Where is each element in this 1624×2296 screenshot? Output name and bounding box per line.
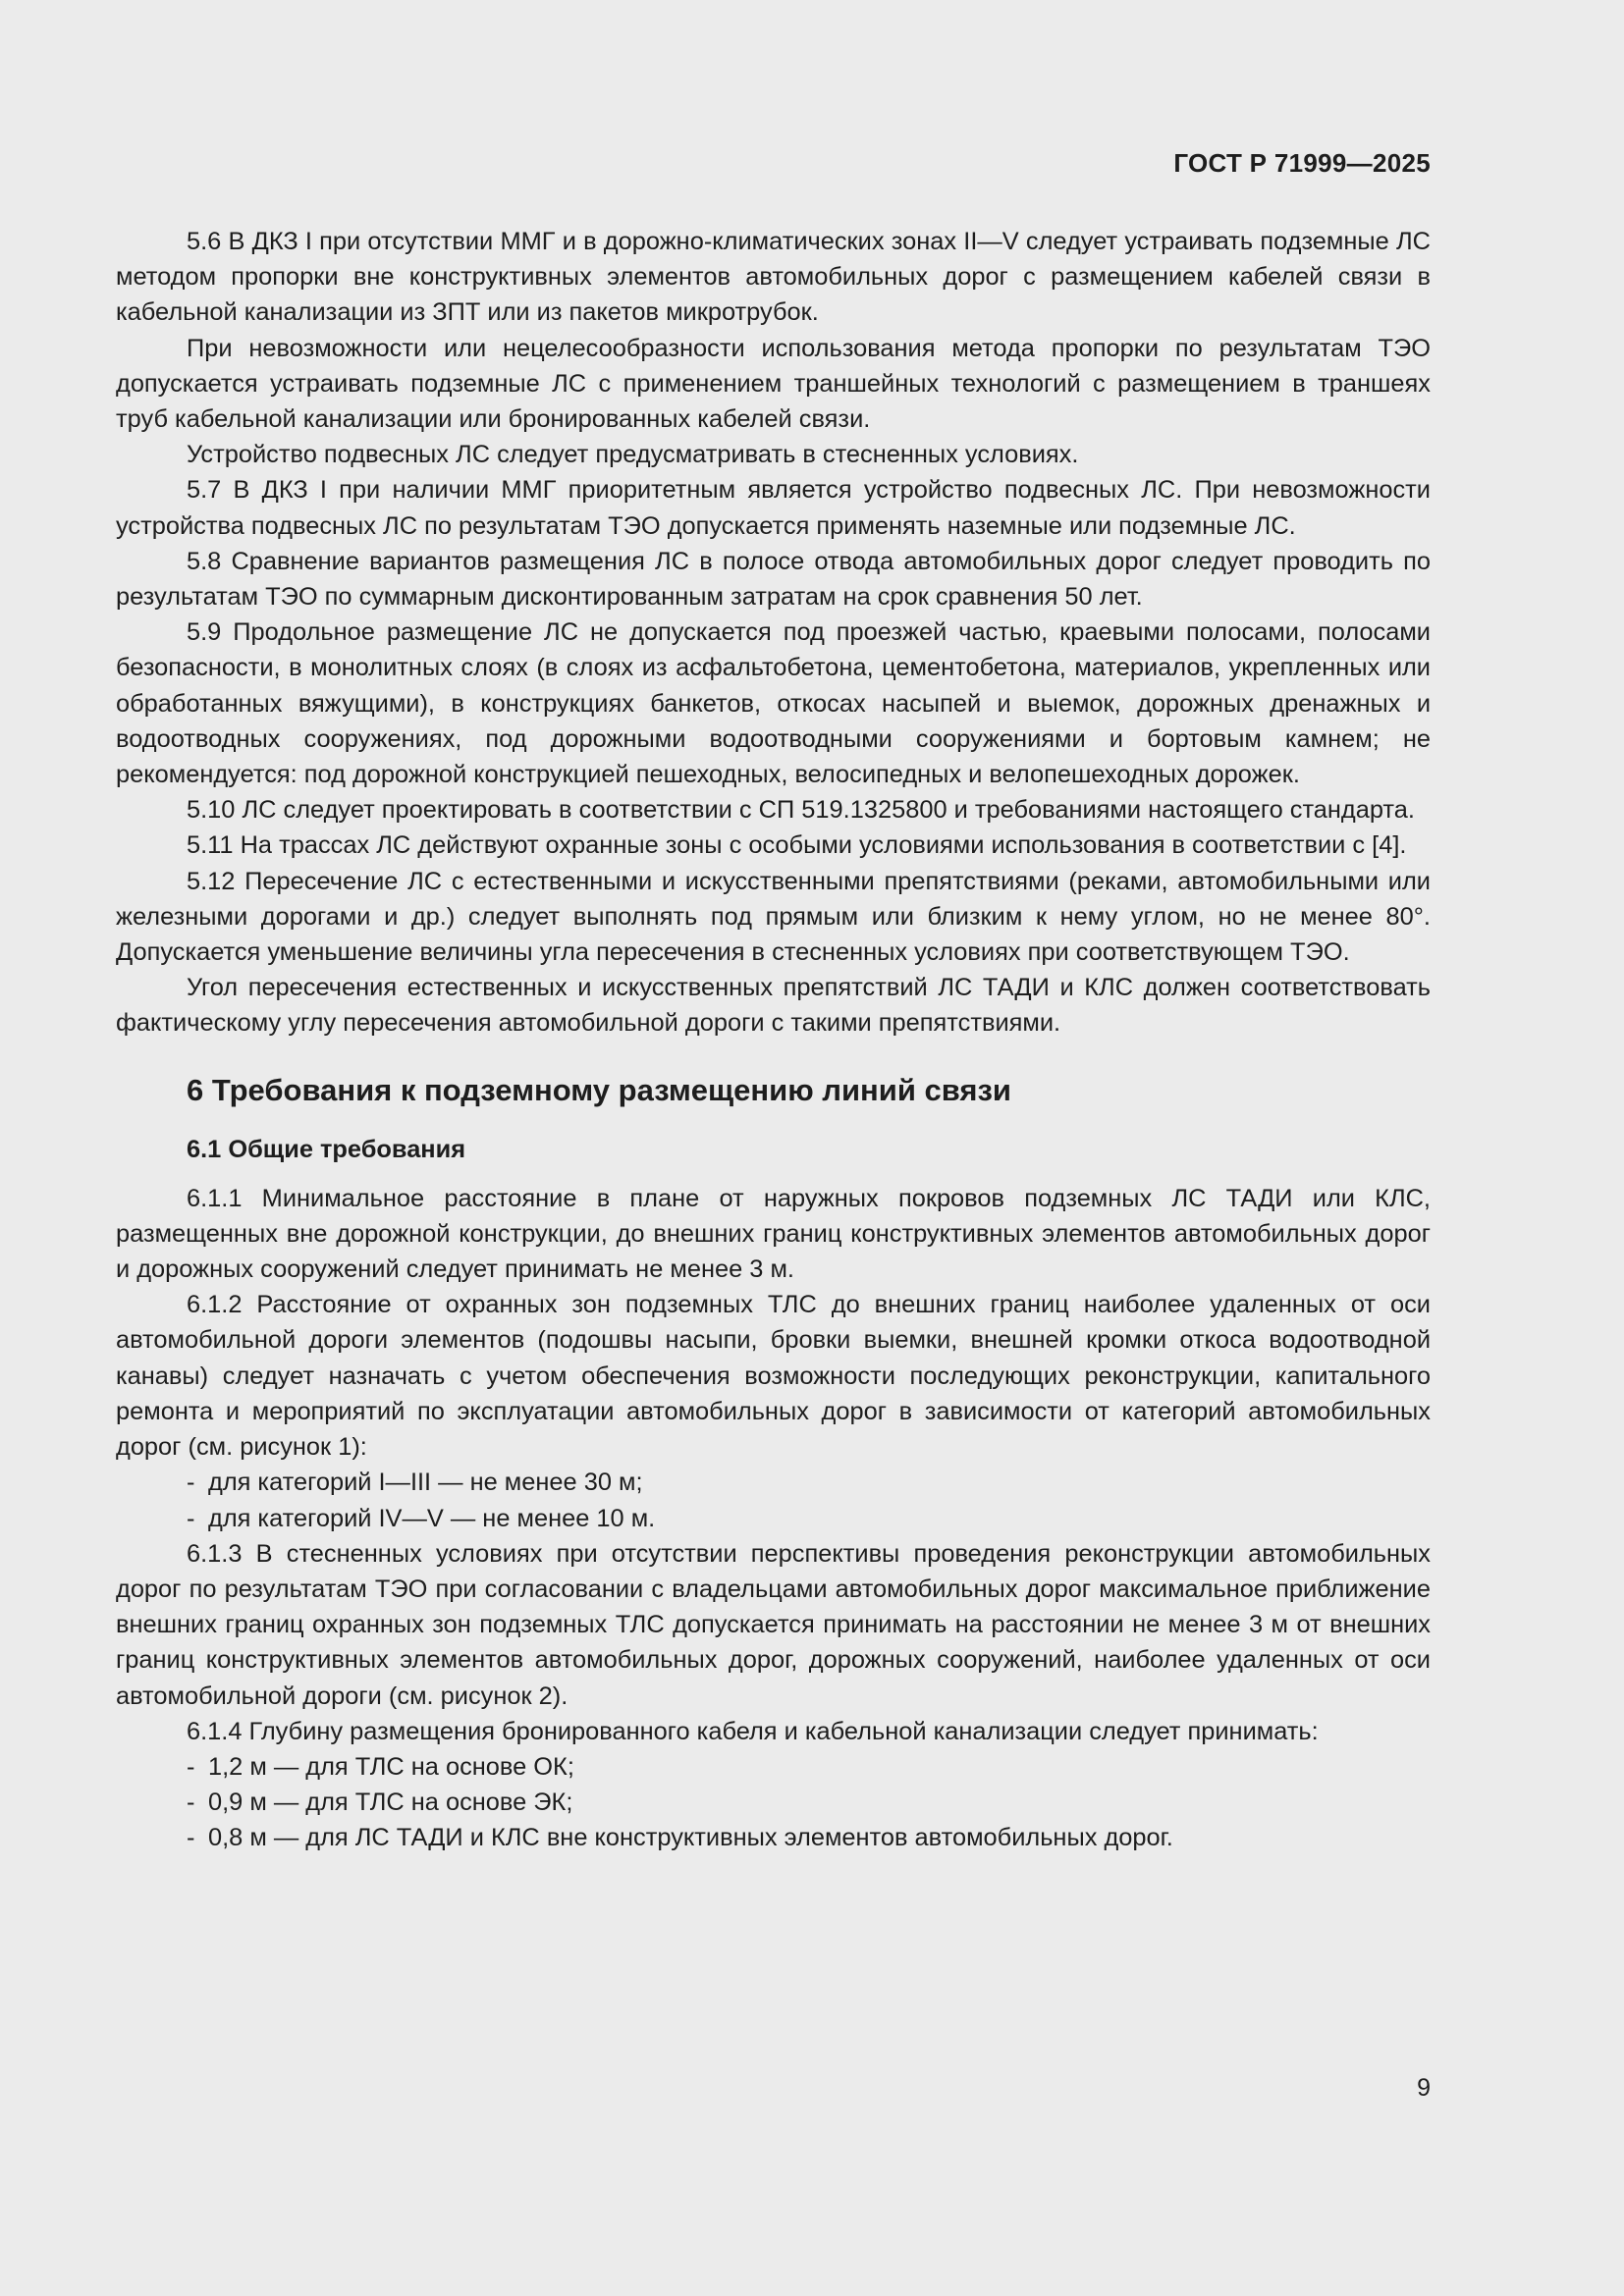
- paragraph-5-6: 5.6 В ДКЗ I при отсутствии ММГ и в дорожно-климатических зонах II—V следует устраивать подземные ЛС методом пропорки вне конструктивных элементов автомобильных дорог с размещением кабелей связи в кабельной канализации из ЗПТ или из пакетов микротрубок.: [116, 228, 1431, 327]
- paragraph-5-10: 5.10 ЛС следует проектировать в соответствии с СП 519.1325800 и требованиями настоящего стандарта.: [187, 796, 1415, 825]
- subsection-6-1-heading: 6.1 Общие требования: [187, 1135, 466, 1163]
- paragraph-5-8: 5.8 Сравнение вариантов размещения ЛС в полосе отвода автомобильных дорог следует проводить по результатам ТЭО по суммарным дисконтированным затратам на срок сравнения 50 лет.: [116, 547, 1431, 612]
- document-code-header: ГОСТ Р 71999—2025: [1173, 148, 1431, 178]
- paragraph-6-1-2: 6.1.2 Расстояние от охранных зон подземных ТЛС до внешних границ наиболее удаленных от оси автомобильной дороги элементов (подошвы насыпи, бровки выемки, внешней кромки откоса водоотводной канавы) следует назначать с учетом обеспечения возможности последующих реконструкции, капитального ремонта и мероприятий по эксплуатации автомобильных дорог в зависимости от категорий автомобильных дорог (см. рисунок 1):: [116, 1291, 1431, 1462]
- paragraph-5-9: 5.9 Продольное размещение ЛС не допускается под проезжей частью, краевыми полосами, полосами безопасности, в монолитных слоях (в слоях из асфальтобетона, цементобетона, материалов, укрепленных или обработанных вяжущими), в конструкциях банкетов, откосах насыпей и выемок, дорожных дренажных и водоотводных сооружениях, под дорожными водоотводными сооружениями и бортовым камнем; не рекомендуется: под дорожной конструкцией пешеходных, велосипедных и велопешеходных дорожек.: [116, 618, 1431, 789]
- paragraph-5-6-continued: При невозможности или нецелесообразности использования метода пропорки по результатам ТЭО допускается устраивать подземные ЛС с применением траншейных технологий с размещением в траншеях труб кабельной канализации или бронированных кабелей связи.: [116, 334, 1431, 434]
- paragraph-5-12: 5.12 Пересечение ЛС с естественными и искусственными препятствиями (реками, автомобильными или железными дорогами и др.) следует выполнять под прямым или близким к нему углом, но не менее 80°. Допускается уменьшение величины угла пересечения в стесненных условиях при соответствующем ТЭО.: [116, 867, 1431, 967]
- list-item-text: 1,2 м — для ТЛС на основе ОК;: [208, 1752, 574, 1781]
- list-item-text: 0,9 м — для ТЛС на основе ЭК;: [208, 1789, 573, 1817]
- list-item-text: для категорий IV—V — не менее 10 м.: [208, 1504, 656, 1532]
- paragraph-5-6-suspended: Устройство подвесных ЛС следует предусматривать в стесненных условиях.: [187, 441, 1079, 469]
- list-item: - для категорий I—III — не менее 30 м;: [187, 1468, 643, 1497]
- list-item: - 1,2 м — для ТЛС на основе ОК;: [187, 1752, 574, 1781]
- paragraph-6-1-4: 6.1.4 Глубину размещения бронированного кабеля и кабельной канализации следует принимать:: [187, 1717, 1319, 1745]
- paragraph-6-1-1: 6.1.1 Минимальное расстояние в плане от наружных покровов подземных ЛС ТАДИ или КЛС, размещенных вне дорожной конструкции, до внешних границ конструктивных элементов автомобильных дорог и дорожных сооружений следует принимать не менее 3 м.: [116, 1184, 1431, 1284]
- section-6-heading: 6 Требования к подземному размещению линий связи: [187, 1072, 1011, 1107]
- list-item-text: 0,8 м — для ЛС ТАДИ и КЛС вне конструктивных элементов автомобильных дорог.: [208, 1824, 1173, 1852]
- page-number: 9: [1417, 2074, 1431, 2102]
- list-item: - для категорий IV—V — не менее 10 м.: [187, 1504, 656, 1532]
- paragraph-5-7: 5.7 В ДКЗ I при наличии ММГ приоритетным является устройство подвесных ЛС. При невозможности устройства подвесных ЛС по результатам ТЭО допускается применять наземные или подземные ЛС.: [116, 476, 1431, 540]
- list-item: - 0,8 м — для ЛС ТАДИ и КЛС вне конструктивных элементов автомобильных дорог.: [187, 1824, 1173, 1852]
- page-body: [116, 224, 1431, 1856]
- paragraph-5-11: 5.11 На трассах ЛС действуют охранные зоны с особыми условиями использования в соответствии с [4].: [187, 831, 1407, 860]
- paragraph-5-12-angle: Угол пересечения естественных и искусственных препятствий ЛС ТАДИ и КЛС должен соответствовать фактическому углу пересечения автомобильной дороги с такими препятствиями.: [116, 974, 1431, 1038]
- list-item: - 0,9 м — для ТЛС на основе ЭК;: [187, 1789, 573, 1817]
- list-item-text: для категорий I—III — не менее 30 м;: [208, 1468, 643, 1497]
- paragraph-6-1-3: 6.1.3 В стесненных условиях при отсутствии перспективы проведения реконструкции автомобильных дорог по результатам ТЭО при согласовании с владельцами автомобильных дорог максимальное приближение внешних границ охранных зон подземных ТЛС допускается принимать на расстоянии не менее 3 м от внешних границ конструктивных элементов автомобильных дорог, дорожных сооружений, наиболее удаленных от оси автомобильной дороги (см. рисунок 2).: [116, 1539, 1431, 1710]
